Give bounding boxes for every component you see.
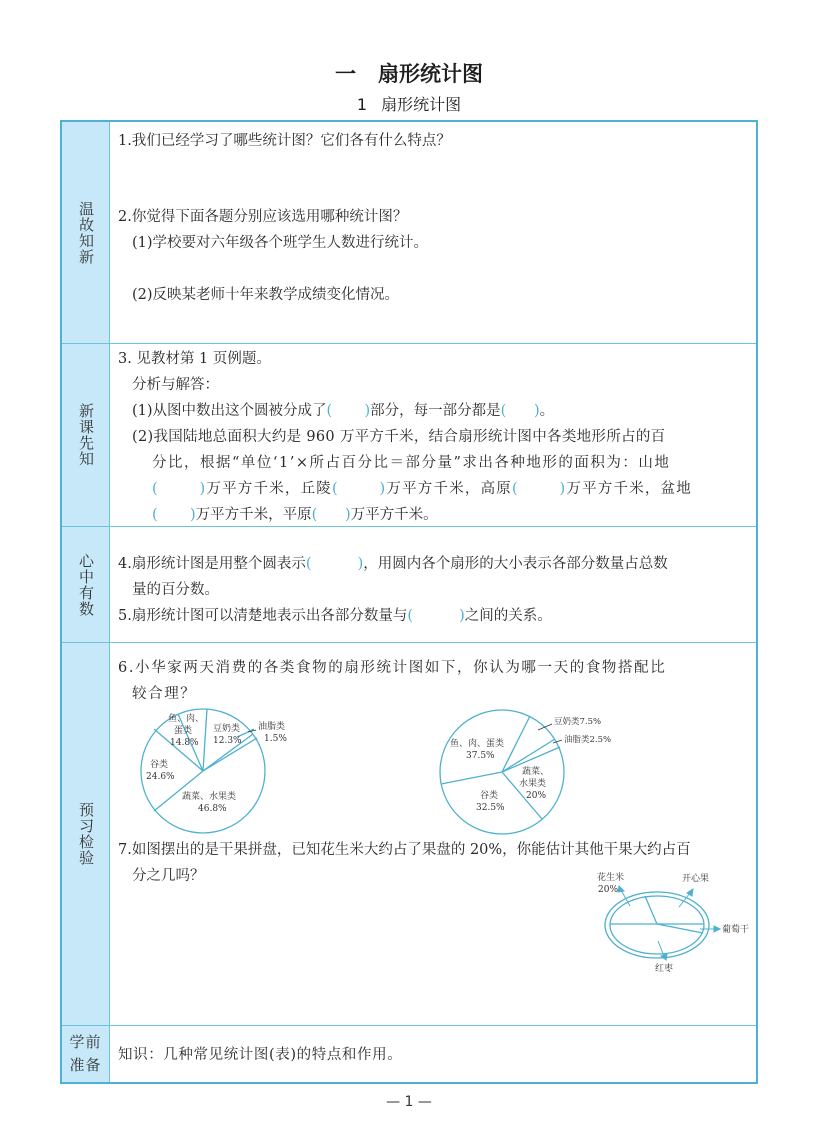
side-label-preparation: [62, 1026, 110, 1082]
question-3-2-line-3: ( )万平方千米，丘陵( )万平方千米，高原( )万平方千米，盆地: [152, 481, 692, 497]
chapter-number: 一: [335, 62, 356, 86]
side-label-key-points: [62, 527, 110, 642]
question-3-2-line-1: (2)我国陆地总面积大约是 960 万平方千米，结合扇形统计图中各类地形所占的百: [132, 429, 666, 445]
svg-text:油脂类2.5%: 油脂类2.5%: [564, 735, 612, 745]
question-4-line-2: 量的百分数。: [132, 582, 219, 598]
svg-text:谷类: 谷类: [150, 760, 169, 770]
text: 部分，每一部分都是: [370, 403, 501, 419]
question-2-2: (2)反映某老师十年来教学成绩变化情况。: [132, 287, 400, 303]
svg-text:豆奶类: 豆奶类: [213, 724, 241, 734]
question-4-line-1: 4.扇形统计图是用整个圆表示( )，用圆内各个扇形的大小表示各部分数量占总数: [118, 556, 668, 572]
text: (1)从图中数出这个圆被分成了: [132, 403, 327, 419]
side-label-text: 学前 准备: [69, 1032, 102, 1074]
svg-text:蔬菜、: 蔬菜、: [522, 767, 550, 777]
row-preparation: [62, 1026, 756, 1082]
question-1: 1.我们已经学习了哪些统计图？它们各有什么特点？: [118, 133, 451, 149]
side-label-preview-check: [62, 643, 110, 1025]
answer-blank-hill[interactable]: ( ): [332, 481, 387, 497]
preparation-text: 知识：几种常见统计图(表)的特点和作用。: [118, 1047, 403, 1063]
question-6-line-2: 较合理？: [132, 686, 197, 702]
row-review: [62, 122, 756, 344]
svg-text:鱼、肉、蛋类: 鱼、肉、蛋类: [450, 739, 505, 749]
svg-text:谷类: 谷类: [480, 791, 499, 801]
question-5: 5.扇形统计图可以清楚地表示出各部分数量与( )之间的关系。: [118, 608, 552, 624]
fruit-platter-diagram: [582, 867, 762, 977]
svg-text:24.6%: 24.6%: [146, 772, 175, 782]
answer-blank-mountain[interactable]: ( ): [152, 481, 207, 497]
worksheet-table: [60, 120, 758, 1084]
answer-blank-plain[interactable]: ( ): [311, 507, 351, 523]
question-3-1: [132, 398, 554, 424]
answer-blank[interactable]: ( ): [305, 556, 364, 572]
svg-text:37.5%: 37.5%: [466, 751, 495, 761]
svg-text:豆奶类7.5%: 豆奶类7.5%: [554, 717, 602, 727]
row-new-lesson: [62, 344, 756, 527]
page-number: — 1 —: [386, 1094, 432, 1110]
answer-blank-basin[interactable]: ( ): [152, 507, 196, 523]
side-label-text: 温故知新: [77, 200, 95, 265]
svg-text:水果类: 水果类: [519, 779, 547, 789]
side-label-text: 心中有数: [77, 552, 95, 617]
question-3-2-line-4: ( )万平方千米，平原( )万平方千米。: [152, 507, 438, 523]
question-2-1: (1)学校要对六年级各个班学生人数进行统计。: [132, 235, 429, 251]
question-7-line-2: 分之几吗？: [132, 868, 205, 884]
side-label-review: [62, 122, 110, 343]
chapter-title: [0, 58, 818, 88]
analysis-label: 分析与解答：: [132, 377, 219, 393]
question-6-line-1: 6.小华家两天消费的各类食物的扇形统计图如下，你认为哪一天的食物搭配比: [118, 660, 667, 676]
row-preview-check: [62, 643, 756, 1026]
section-number: 1: [356, 95, 368, 114]
svg-text:开心果: 开心果: [682, 874, 710, 884]
svg-text:花生米: 花生米: [597, 873, 625, 883]
chapter-title-text: 扇形统计图: [378, 62, 483, 86]
answer-blank[interactable]: ( ): [326, 403, 371, 419]
pie-chart-day-1: [130, 707, 310, 837]
question-3: 3. 见教材第 1 页例题。: [118, 351, 271, 367]
svg-text:32.5%: 32.5%: [476, 803, 505, 813]
svg-text:46.8%: 46.8%: [198, 804, 227, 814]
question-3-2-line-2: 分比，根据“单位‘1’×所占百分比＝部分量”求出各种地形的面积为：山地: [152, 455, 671, 471]
svg-text:葡萄干: 葡萄干: [722, 925, 750, 935]
svg-text:油脂类: 油脂类: [258, 722, 286, 732]
side-label-new-lesson: [62, 344, 110, 526]
row-key-points: [62, 527, 756, 643]
pie-chart-day-2: [434, 707, 654, 837]
question-7-line-1: 7.如图摆出的是干果拼盘，已知花生米大约占了果盘的 20%，你能估计其他干果大约占百: [118, 842, 691, 858]
svg-text:鱼、肉、: 鱼、肉、: [168, 714, 205, 724]
section-title-text: 扇形统计图: [381, 95, 462, 114]
svg-text:蔬菜、水果类: 蔬菜、水果类: [182, 792, 237, 802]
side-label-text: 新课先知: [77, 403, 95, 467]
svg-text:1.5%: 1.5%: [264, 734, 287, 744]
svg-text:12.3%: 12.3%: [213, 736, 242, 746]
section-title: [0, 92, 818, 115]
svg-text:红枣: 红枣: [655, 964, 674, 974]
svg-text:蛋类: 蛋类: [174, 726, 193, 736]
question-2: 2.你觉得下面各题分别应该选用哪种统计图？: [118, 209, 408, 225]
svg-text:20%: 20%: [598, 885, 619, 895]
side-label-text: 预习检验: [77, 802, 95, 866]
answer-blank-plateau[interactable]: ( ): [512, 481, 567, 497]
text: 。: [539, 403, 555, 419]
svg-text:14.8%: 14.8%: [170, 738, 199, 748]
answer-blank[interactable]: ( ): [500, 403, 540, 419]
answer-blank[interactable]: ( ): [407, 608, 465, 624]
svg-text:20%: 20%: [526, 791, 547, 801]
